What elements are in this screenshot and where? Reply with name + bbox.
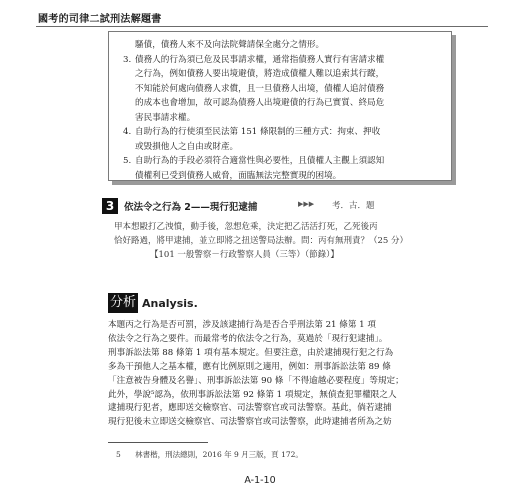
footnote-number: 5 — [116, 450, 121, 459]
box-line: 自助行為的手段必須符合適當性與必要性，且債權人主觀上須認知 — [135, 156, 385, 166]
box-line: 債權利已受到債務人威脅，面臨無法完整實現的困境。 — [135, 170, 342, 181]
box-item-number: 4. — [123, 127, 132, 137]
page-number: A-1-10 — [244, 475, 276, 486]
box-item-number: 5. — [123, 156, 132, 166]
body-line: 本題丙之行為是否可罰，涉及該逮捕行為是否合乎刑法第 21 條第 1 項 — [108, 320, 376, 330]
box-item-text — [135, 125, 439, 154]
past-exam-tag: 考．古．題 — [332, 201, 375, 211]
analysis-label: Analysis. — [142, 297, 198, 310]
running-header-title: 國考的司律二試刑法解題書 — [38, 14, 162, 25]
body-line: 多為干預他人之基本權，應有比例原則之適用，例如：刑事訴訟法第 89 條 — [108, 361, 391, 372]
box-line: 自助行為的行使須至民法第 151 條限制的三種方式：拘束、押收 — [135, 127, 381, 137]
body-line: 刑事訴訟法第 88 條第 1 項有基本規定。但要注意，由於逮捕現行犯之行為 — [108, 347, 394, 358]
body-line: 逮捕現行犯者，應即送交檢察官、司法警察官或司法警察。基此，倘若逮捕 — [108, 403, 392, 414]
body-line: 此外，學說⁵認為，依刑事訴訟法第 92 條第 1 項規定，無偵查犯罪權限之人 — [108, 389, 397, 400]
box-line: 債務人的行為須已危及民事請求權，通常指債務人實行有害請求權 — [135, 54, 385, 65]
triple-arrow-icon: ▶▶▶ — [298, 200, 315, 208]
question-line: 甲本想毆打乙洩憤，動手後，忽想危乘，決定把乙活活打死，乙死後丙 — [114, 222, 378, 232]
box-item-5 — [123, 154, 439, 183]
footnote — [116, 449, 303, 460]
box-item-number: 3. — [123, 54, 132, 65]
box-line: 或毀損他人之自由或財產。 — [135, 141, 239, 152]
box-line: 的成本也會增加，故可認為債務人出境避債的行為已實質、終局危 — [135, 98, 385, 108]
footnote-divider — [108, 442, 208, 443]
body-line: 「注意被告身體及名譽」、刑事訴訟法第 90 條「不得逾越必要程度」等規定； — [108, 375, 404, 386]
body-line: 現行犯後未立即送交檢察官、司法警察官或司法警察，此時逮捕者所為之妨 — [108, 417, 392, 428]
box-line: 不知能於何處向債務人求償，且一旦債務人出境，債權人追討債務 — [135, 83, 385, 94]
section-title: 依法令之行為 2——現行犯逮捕 — [124, 202, 258, 213]
footnote-text: 林書楷，刑法總則，2016 年 9 月三版，頁 172。 — [135, 450, 303, 459]
box-item-text — [135, 53, 439, 126]
box-line: 害民事請求權。 — [135, 112, 196, 123]
box-item-3 — [123, 53, 439, 126]
box-item-text — [135, 154, 439, 183]
box-item-continuation — [123, 38, 439, 53]
body-line: 依法令之行為之要件。而最常考的依法令之行為，莫過於「現行犯逮捕」。 — [108, 333, 388, 344]
exam-question — [114, 220, 492, 262]
analysis-badge: 分析 — [108, 293, 138, 313]
box-line: 騷債，債務人來不及向法院聲請保全處分之情形。 — [135, 40, 325, 50]
question-source: 【101 一般警察－行政警察人員（三等）（節錄）】 — [150, 250, 339, 260]
box-line: 之行為，例如債務人要出境避債，將造成債權人難以追索其行蹤， — [135, 69, 385, 79]
box-item-4 — [123, 125, 439, 154]
section-heading — [102, 198, 502, 214]
section-number-badge: 3 — [102, 198, 118, 214]
header-divider — [36, 26, 488, 27]
analysis-body — [108, 319, 492, 430]
conditions-box — [108, 31, 452, 181]
question-line: 恰好路過，將甲逮捕，並立即將之扭送警局法辦。問：丙有無刑責？（25 分） — [114, 236, 409, 246]
